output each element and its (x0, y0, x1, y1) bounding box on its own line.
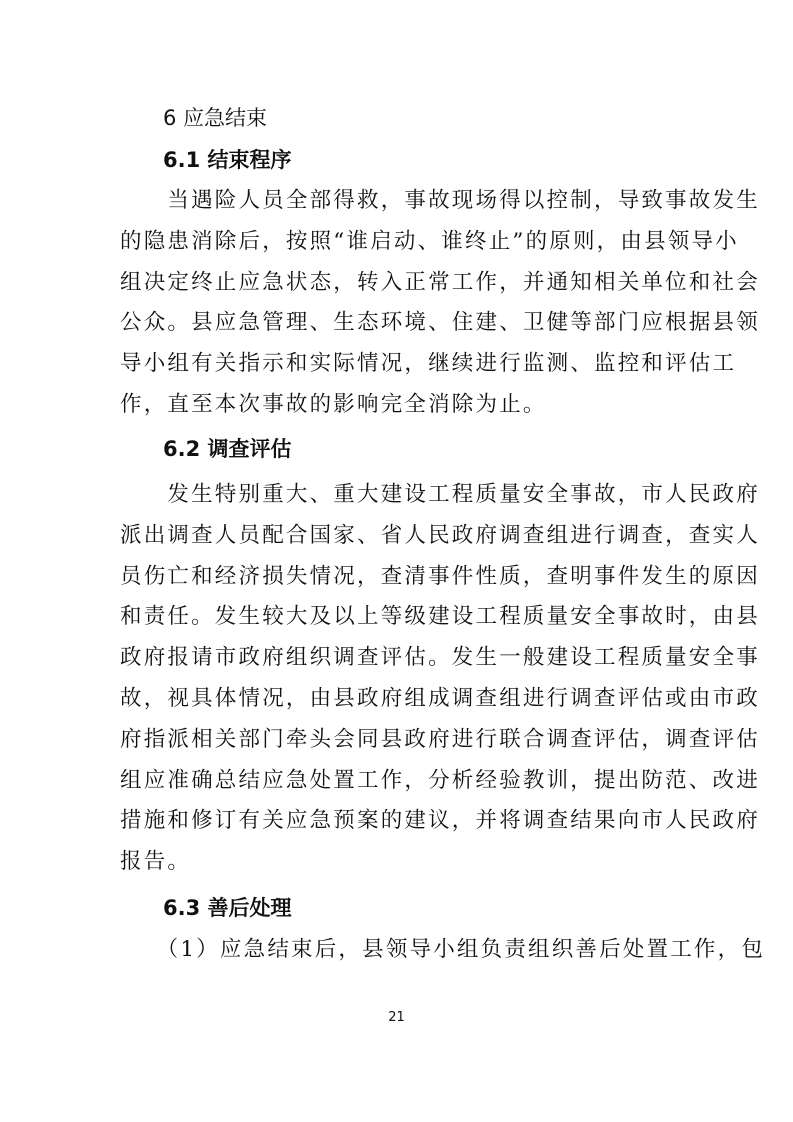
page-number: 21 (388, 1010, 405, 1025)
paragraph-line: 措施和修订有关应急预案的建议，并将调查结果向市人民政府 (120, 808, 760, 834)
paragraph-line: 政府报请市政府组织调查评估。发生一般建设工程质量安全事 (120, 645, 760, 671)
paragraph-line: 府指派相关部门牵头会同县政府进行联合调查评估，调查评估 (120, 726, 760, 752)
subsection-title-6-3: 6.3 善后处理 (163, 896, 292, 920)
paragraph-line: 当遇险人员全部得救，事故现场得以控制，导致事故发生 (120, 188, 760, 213)
paragraph-6-3 (120, 930, 766, 971)
subsection-title-6-1: 6.1 结束程序 (163, 148, 292, 172)
paragraph-line: 的隐患消除后，按照“谁启动、谁终止”的原则，由县领导小 (120, 228, 739, 254)
paragraph-line: 和责任。发生较大及以上等级建设工程质量安全事故时，由县 (120, 604, 760, 630)
paragraph-line: 作，直至本次事故的影响完全消除为止。 (120, 391, 547, 417)
paragraph-6-2 (120, 475, 760, 883)
section-title: 6 应急结束 (163, 106, 268, 130)
paragraph-line: 故，视具体情况，由县政府组成调查组进行调查评估或由市政 (120, 685, 760, 711)
paragraph-6-1 (120, 181, 760, 426)
paragraph-line: 组决定终止应急状态，转入正常工作，并通知相关单位和社会 (120, 269, 760, 295)
paragraph-line: （1）应急结束后，县领导小组负责组织善后处置工作，包 (120, 937, 766, 962)
paragraph-line: 公众。县应急管理、生态环境、住建、卫健等部门应根据县领 (120, 310, 760, 336)
paragraph-line: 报告。 (120, 849, 192, 875)
paragraph-line: 员伤亡和经济损失情况，查清事件性质，查明事件发生的原因 (120, 563, 760, 589)
paragraph-line: 导小组有关指示和实际情况，继续进行监测、监控和评估工 (120, 351, 737, 377)
paragraph-line: 派出调查人员配合国家、省人民政府调查组进行调查，查实人 (120, 522, 760, 548)
paragraph-line: 组应准确总结应急处置工作，分析经验教训，提出防范、改进 (120, 767, 760, 793)
subsection-title-6-2: 6.2 调查评估 (163, 437, 292, 461)
paragraph-line: 发生特别重大、重大建设工程质量安全事故，市人民政府 (120, 482, 760, 507)
